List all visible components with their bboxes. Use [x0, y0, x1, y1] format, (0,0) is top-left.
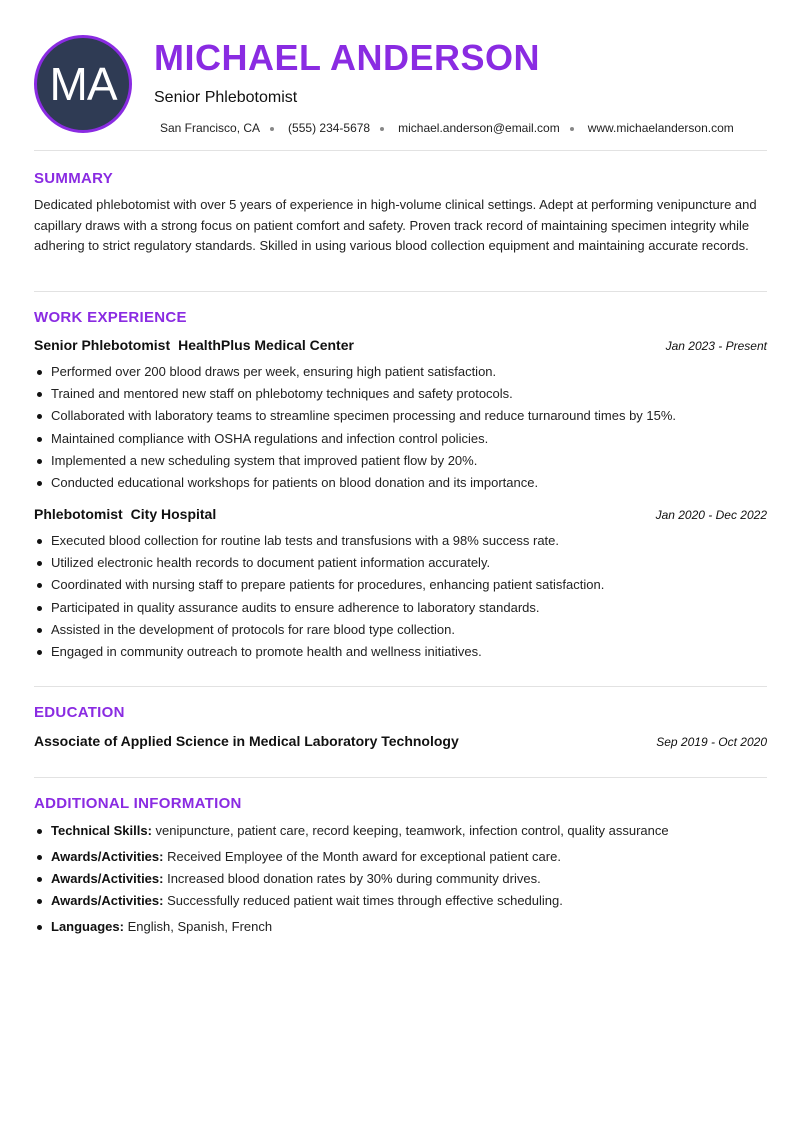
job-header [34, 506, 767, 526]
job-company: City Hospital [130, 506, 217, 522]
info-item [34, 846, 767, 868]
info-label: Languages: [51, 919, 124, 934]
job-entry [34, 337, 767, 494]
info-value: venipuncture, patient care, record keeping, teamwork, infection control, quality assurance [155, 823, 669, 838]
job-dates: Jan 2020 - Dec 2022 [655, 508, 767, 522]
divider [34, 777, 767, 778]
education-entry [34, 733, 767, 749]
info-label: Technical Skills: [51, 823, 152, 838]
job-bullet: Engaged in community outreach to promote health and wellness initiatives. [34, 641, 767, 663]
candidate-name: MICHAEL ANDERSON [154, 37, 541, 78]
job-bullet: Utilized electronic health records to document patient information accurately. [34, 552, 767, 574]
job-bullet: Executed blood collection for routine lab tests and transfusions with a 98% success rate. [34, 530, 767, 552]
job-bullet: Maintained compliance with OSHA regulations and infection control policies. [34, 428, 767, 450]
job-bullet: Conducted educational workshops for patients on blood donation and its importance. [34, 472, 767, 494]
job-bullet: Trained and mentored new staff on phlebotomy techniques and safety protocols. [34, 383, 767, 405]
summary-heading: SUMMARY [34, 170, 114, 187]
separator-dot [570, 127, 574, 131]
job-bullet-list [34, 361, 767, 494]
additional-info-heading: ADDITIONAL INFORMATION [34, 795, 242, 812]
work-experience-heading: WORK EXPERIENCE [34, 309, 187, 326]
info-value: English, Spanish, French [127, 919, 273, 934]
job-bullet: Coordinated with nursing staff to prepare patients for procedures, enhancing patient satisfaction. [34, 574, 767, 596]
job-position: Senior Phlebotomist [34, 337, 171, 353]
job-bullet: Assisted in the development of protocols for rare blood type collection. [34, 619, 767, 641]
education-heading: EDUCATION [34, 704, 125, 721]
job-bullet: Collaborated with laboratory teams to streamline specimen processing and reduce turnaround times by 15%. [34, 405, 767, 427]
contact-website: www.michaelanderson.com [587, 121, 734, 135]
job-header [34, 337, 767, 357]
education-degree: Associate of Applied Science in Medical Laboratory Technology [34, 733, 459, 749]
summary-text: Dedicated phlebotomist with over 5 years of experience in high-volume clinical settings. Adept at performing venipuncture and capillary draws with a strong focus on patient comfort and safety. Proven track record of maintaining specimen integrity while adhering to strict regulatory standards. Skilled in using various blood collection equipment and maintaining accurate records. [34, 197, 757, 253]
contact-email: michael.anderson@email.com [398, 121, 560, 135]
contact-line [160, 121, 734, 135]
divider [34, 150, 767, 151]
job-title-line [34, 506, 216, 522]
info-value: Successfully reduced patient wait times through effective scheduling. [167, 893, 563, 908]
info-item [34, 890, 767, 912]
info-value: Received Employee of the Month award for exceptional patient care. [167, 849, 561, 864]
info-item [34, 916, 767, 938]
job-bullet: Participated in quality assurance audits to ensure adherence to laboratory standards. [34, 597, 767, 619]
education-dates: Sep 2019 - Oct 2020 [656, 735, 767, 749]
job-entry [34, 506, 767, 663]
info-item [34, 820, 767, 842]
contact-phone: (555) 234-5678 [288, 121, 371, 135]
info-item [34, 868, 767, 890]
separator-dot [380, 127, 384, 131]
job-dates: Jan 2023 - Present [665, 339, 767, 353]
job-bullet-list [34, 530, 767, 663]
job-bullet: Performed over 200 blood draws per week, ensuring high patient satisfaction. [34, 361, 767, 383]
separator-dot [270, 127, 274, 131]
additional-info-list [34, 820, 767, 938]
info-label: Awards/Activities: [51, 871, 164, 886]
info-label: Awards/Activities: [51, 893, 164, 908]
job-title-line [34, 337, 354, 353]
avatar [34, 35, 132, 133]
contact-location: San Francisco, CA [160, 121, 261, 135]
avatar-initials: MA [49, 58, 117, 110]
divider [34, 291, 767, 292]
divider [34, 686, 767, 687]
job-company: HealthPlus Medical Center [178, 337, 354, 353]
job-position: Phlebotomist [34, 506, 123, 522]
info-value: Increased blood donation rates by 30% during community drives. [167, 871, 541, 886]
info-label: Awards/Activities: [51, 849, 164, 864]
job-bullet: Implemented a new scheduling system that improved patient flow by 20%. [34, 450, 767, 472]
candidate-role: Senior Phlebotomist [154, 89, 298, 106]
